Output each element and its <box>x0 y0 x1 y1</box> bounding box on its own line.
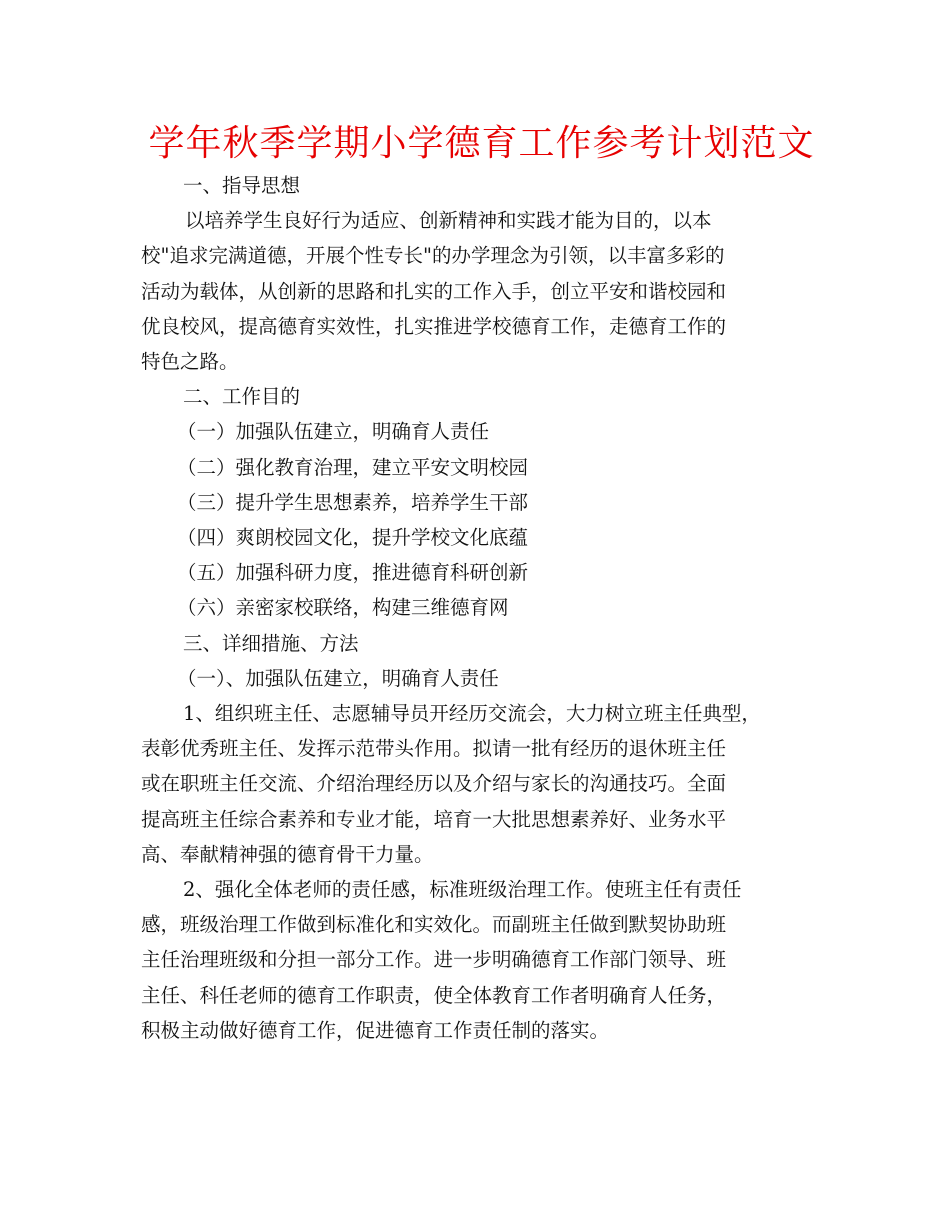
text-line: 校"追求完满道德，开展个性专长"的办学理念为引领，以丰富多彩的 <box>141 244 725 268</box>
text-line: 表彰优秀班主任、发挥示范带头作用。拟请一批有经历的退休班主任 <box>141 737 727 761</box>
text-line: 1、组织班主任、志愿辅导员开经历交流会，大力树立班主任典型， <box>183 702 761 726</box>
text-line: 三、详细措施、方法 <box>183 631 359 655</box>
text-line: 积极主动做好德育工作，促进德育工作责任制的落实。 <box>141 1018 610 1042</box>
list-item: （一）加强队伍建立，明确育人责任 <box>177 420 490 444</box>
document-body <box>141 168 822 1048</box>
document-title: 学年秋季学期小学德育工作参考计划范文 <box>148 123 815 164</box>
text-line: 提高班主任综合素养和专业才能，培育一大批思想素养好、业务水平 <box>141 807 727 831</box>
list-item: （五）加强科研力度，推进德育科研创新 <box>177 561 529 585</box>
text-line: 优良校风，提高德育实效性，扎实推进学校德育工作，走德育工作的 <box>141 314 727 338</box>
text-line: 活动为载体，从创新的思路和扎实的工作入手，创立平安和谐校园和 <box>141 279 727 303</box>
list-item: （四）爽朗校园文化，提升学校文化底蕴 <box>177 526 529 550</box>
text-line: 高、奉献精神强的德育骨干力量。 <box>141 842 434 866</box>
text-line: 2、强化全体老师的责任感，标准班级治理工作。使班主任有责任 <box>183 878 742 902</box>
list-item: （三）提升学生思想素养，培养学生干部 <box>177 490 529 514</box>
list-item: （六）亲密家校联络，构建三维德育网 <box>177 596 509 620</box>
text-line: 主任、科任老师的德育工作职责，使全体教育工作者明确育人任务， <box>141 983 727 1007</box>
text-line: 特色之路。 <box>141 350 239 374</box>
list-item: （一）、加强队伍建立，明确育人责任 <box>177 666 499 690</box>
text-line: 或在职班主任交流、介绍治理经历以及介绍与家长的沟通技巧。全面 <box>141 772 727 796</box>
text-line: 二、工作目的 <box>183 385 301 409</box>
text-line: 主任治理班级和分担一部分工作。进一步明确德育工作部门领导、班 <box>141 948 727 972</box>
list-item: （二）强化教育治理，建立平安文明校园 <box>177 455 529 479</box>
text-line: 一、指导思想 <box>183 174 301 197</box>
text-line: 感，班级治理工作做到标准化和实效化。而副班主任做到默契协助班 <box>141 913 727 937</box>
text-line: 以培养学生良好行为适应、创新精神和实践才能为目的，以本 <box>185 209 712 233</box>
